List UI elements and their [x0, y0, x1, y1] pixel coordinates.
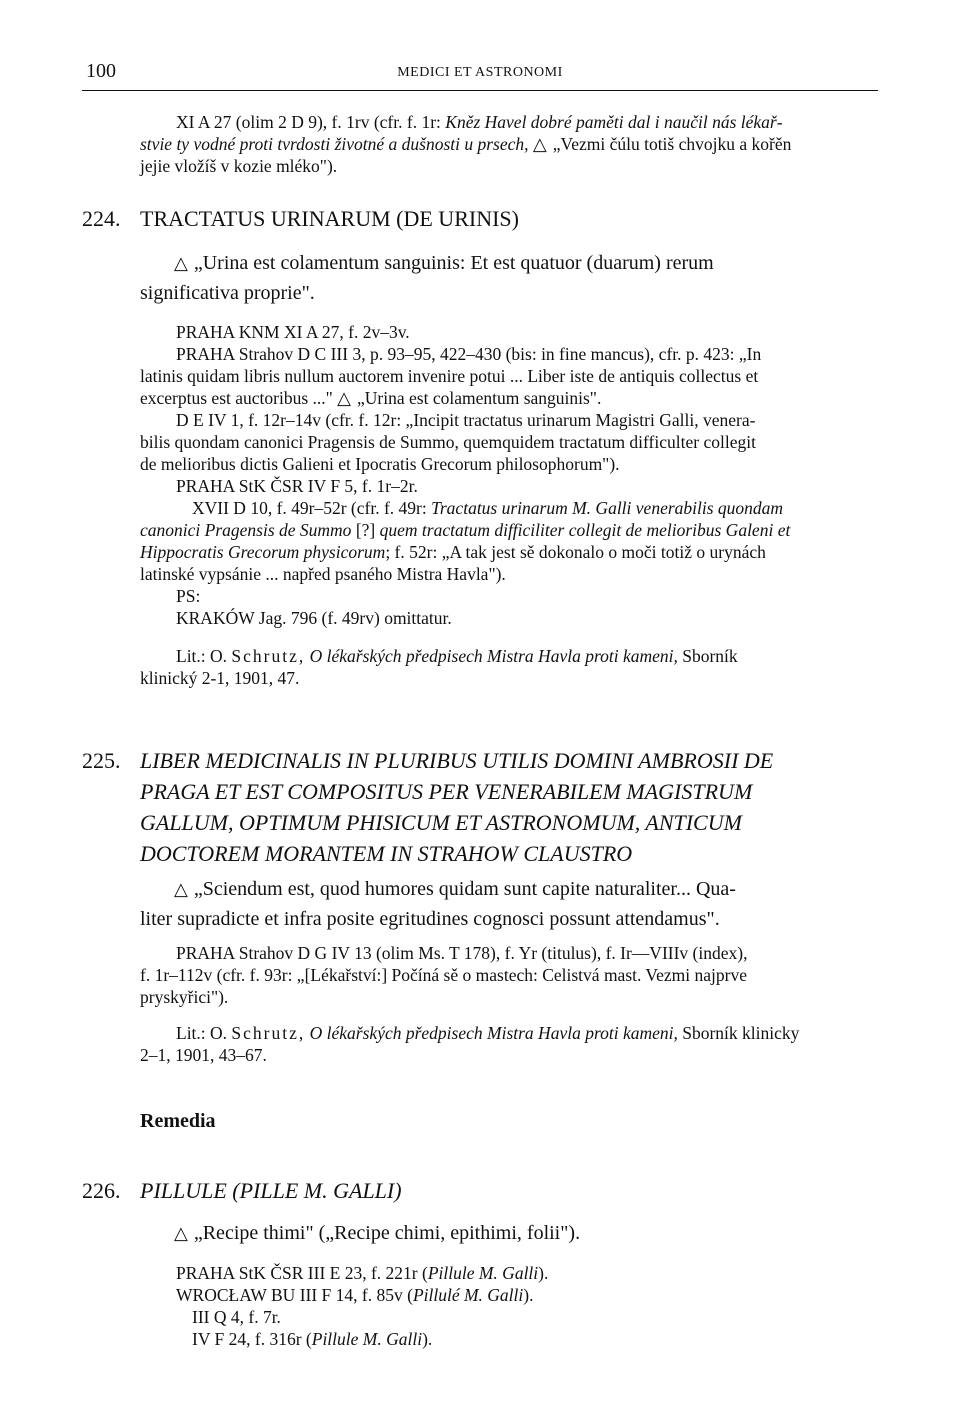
manuscript-line: KRAKÓW Jag. 796 (f. 49rv) omittatur. — [176, 608, 452, 628]
entry-226-incipit: △ „Recipe thimi" („Recipe chimi, epithimi, folii"). — [140, 1218, 876, 1248]
entry-224-incipit: △ „Urina est colamentum sanguinis: Et est quatuor (duarum) rerum significativa proprie". — [140, 248, 876, 308]
entry-225-manuscripts: PRAHA Strahov D G IV 13 (olim Ms. T 178), f. Yr (titulus), f. Ir—VIIIv (index), f. 1r–112v (cfr. f. 93r: „[Lékařství:] Počíná sě o mastech: Celistvá mast. Vezmi najprve pryskyřici"). Lit.: O. Schrutz, O lékařských předpisech Mistra Havla proti kameni, Sborník klinicky 2–1, 1901, 43–67. — [140, 942, 876, 1066]
triangle-icon: △ — [337, 388, 352, 408]
manuscript-line: III Q 4, f. 7r. — [192, 1307, 281, 1327]
triangle-icon: △ — [174, 879, 188, 899]
manuscript-line: PRAHA KNM XI A 27, f. 2v–3v. — [176, 322, 410, 342]
entry-226-manuscripts — [140, 1262, 876, 1350]
entry-225-incipit: △ „Sciendum est, quod humores quidam sunt capite naturaliter... Qua- liter supradicte et infra posite egritudines cognosci possunt attendamus". — [140, 874, 876, 934]
continuation-paragraph: XI A 27 (olim 2 D 9), f. 1rv (cfr. f. 1r: Kněz Havel dobré paměti dal i naučil nás lékař- stvie ty vodné proti tvrdosti životné a dušnosti u prsech, △ „Vezmi čúlu totiš chvojku a kořěn jejie vložíš v kozie mléko"). — [140, 112, 792, 176]
manuscript-line: PRAHA StK ČSR III E 23, f. 221r (Pillule M. Galli). — [176, 1263, 549, 1283]
literature: Lit.: O. Schrutz, O lékařských předpisech Mistra Havla proti kameni, Sborník klinicky — [176, 1023, 800, 1043]
section-title: Remedia — [140, 1110, 216, 1132]
entry-number: 224. — [82, 206, 121, 231]
triangle-icon: △ — [532, 134, 547, 154]
entry-226-heading — [82, 1176, 876, 1206]
entry-225-heading: 225. LIBER MEDICINALIS IN PLURIBUS UTILIS DOMINI AMBROSII DE PRAGA ET EST COMPOSITUS PER VENERABILEM MAGISTRUM GALLUM, OPTIMUM PHISICUM ET ASTRONOMUM, ANTICUM DOCTOREM MORANTEM IN STRAHOW CLAUSTRO — [140, 745, 876, 869]
entry-224-heading — [82, 204, 876, 234]
running-head: MEDICI ET ASTRONOMI — [397, 65, 563, 80]
triangle-icon: △ — [174, 253, 188, 273]
entry-224-manuscripts: PRAHA KNM XI A 27, f. 2v–3v. PRAHA Strahov D C III 3, p. 93–95, 422–430 (bis: in fine mancus), cfr. p. 423: „In latinis quidam libris nullum auctorem invenire potui ... Liber iste de antiquis collectus et excerptus est auctoribus ..." △ „Urina est colamentum sanguinis". D E IV 1, f. 12r–14v (cfr. f. 12r: „Incipit tractatus urinarum Magistri Galli, venera- bilis quondam canonici Pragensis de Summo, quemquidem tractatum difficulter collegit de melioribus dictis Galieni et Ipocratis Grecorum philosophorum"). PRAHA StK ČSR IV F 5, f. 1r–2r. XVII D 10, f. 49r–52r (cfr. f. 49r: Tractatus urinarum M. Galli venerabilis quondam canonici Pragensis de Summo [?] quem tractatum difficiliter collegit de melioribus Galeni et Hippocratis Grecorum physicorum; f. 52r: „A tak jest sě dokonalo o moči totiž o urynách latinské vypsánie ... napřed psaného Mistra Havla"). PS: KRAKÓW Jag. 796 (f. 49rv) omittatur. Lit.: O. Schrutz, O lékařských předpisech Mistra Havla proti kameni, Sborník klinický 2-1, 1901, 47. — [140, 321, 876, 689]
entry-title: PILLULE (PILLE M. GALLI) — [140, 1178, 402, 1203]
manuscript-line: PRAHA Strahov D G IV 13 (olim Ms. T 178), f. Yr (titulus), f. Ir—VIIIv (index), — [176, 943, 748, 963]
page-header — [82, 56, 878, 91]
entry-number: 226. — [82, 1178, 121, 1203]
manuscript-line: IV F 24, f. 316r (Pillule M. Galli). — [192, 1329, 433, 1349]
entry-number: 225. — [82, 748, 121, 773]
manuscript-line: D E IV 1, f. 12r–14v (cfr. f. 12r: „Incipit tractatus urinarum Magistri Galli, venera- — [176, 410, 756, 430]
literature: Lit.: O. Schrutz, O lékařských předpisech Mistra Havla proti kameni, Sborník — [176, 646, 738, 666]
entry-title: TRACTATUS URINARUM (DE URINIS) — [140, 206, 519, 231]
triangle-icon: △ — [174, 1223, 188, 1243]
manuscript-line: PRAHA StK ČSR IV F 5, f. 1r–2r. — [176, 476, 418, 496]
manuscript-line: PRAHA Strahov D C III 3, p. 93–95, 422–430 (bis: in fine mancus), cfr. p. 423: „In — [176, 344, 762, 364]
page-number: 100 — [86, 60, 116, 82]
manuscript-line: WROCŁAW BU III F 14, f. 85v (Pillulé M. Galli). — [176, 1285, 534, 1305]
